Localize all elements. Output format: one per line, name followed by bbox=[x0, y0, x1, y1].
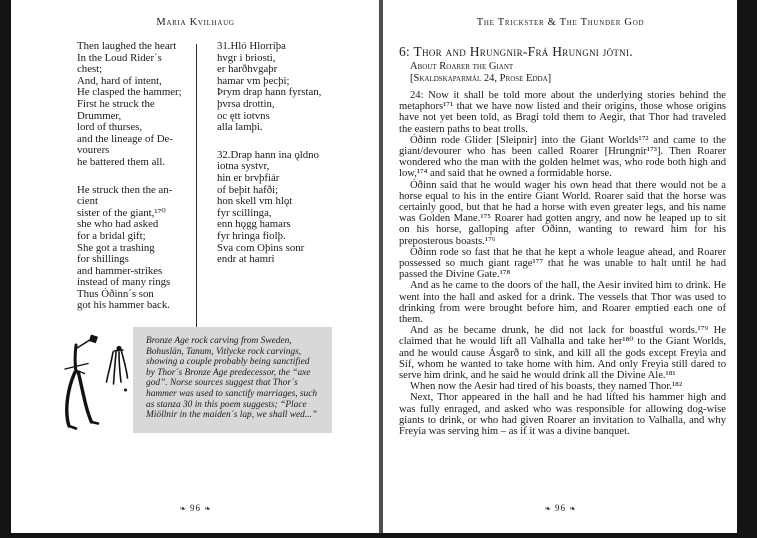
poem-line: and the lineage of De- bbox=[77, 132, 173, 145]
poem-line: lord of thurses, bbox=[77, 121, 143, 134]
poem-english-stanza-32 bbox=[77, 185, 195, 313]
poem-line: instead of many rings bbox=[77, 276, 171, 289]
poem-line: she who had asked bbox=[77, 218, 159, 231]
rock-carving-petroglyph-image bbox=[53, 332, 137, 438]
poem-norse-column bbox=[217, 41, 367, 282]
poem-line: Sva com Oþins sonr bbox=[217, 241, 305, 254]
paragraph: Óðinn rode Glider [Sleipnir] into the Giant Worlds¹⁷² and came to the giant/devourer who has been called Roarer [Hrungnir¹⁷³]. Then Roarer wondered who the man with the golden helmet was, who rode both high and low,¹⁷⁴ and said that he owned a formidable horse. bbox=[399, 134, 726, 180]
poem-line: Þrym drap hann fyrstan, bbox=[217, 86, 322, 99]
right-running-head: The Trickster & The Thunder God bbox=[476, 17, 645, 28]
poem-column-divider bbox=[196, 44, 197, 345]
poem-english-column bbox=[77, 41, 195, 328]
poem-line: chest; bbox=[77, 63, 103, 76]
chapter-body-text bbox=[399, 90, 726, 437]
poem-line: First he struck the bbox=[77, 97, 155, 110]
footer-ornament-icon: ❧ bbox=[204, 504, 212, 513]
paragraph: Óðinn rode so fast that he that he kept a whole league ahead, and Roarer possessed so much giant rage¹⁷⁷ that he was unable to halt until he had passed the Divine Gate.¹⁷⁸ bbox=[399, 246, 726, 281]
page-gutter-divider bbox=[379, 0, 383, 533]
poem-line: enn hǫgg hamars bbox=[217, 218, 291, 231]
poem-line: cient bbox=[77, 195, 98, 208]
left-page-number: 96 bbox=[190, 503, 201, 513]
paragraph: Óðinn said that he would wager his own head that there would not be a horse equal to his in the entire Giant World. Roarer said that the horse was certainly good, but that he had a horse with even greater legs, and his name was Golden Mane.¹⁷⁵ Roarer had gotten angry, and now he leaped up to sit on his horse, galloping after Óðinn, wanting to reward him for his preposterous boasts.¹⁷⁶ bbox=[399, 179, 726, 247]
paragraph: When now the Aesir had tired of his boasts, they named Thor.¹⁸² bbox=[410, 381, 682, 393]
figure-caption: Bronze Age rock carving from Sweden, Bohuslän, Tanum, Vitlycke rock carvings, showing a couple probably being sanctified by Thor´s Bronze Age predecessor, the “axe god”. Norse sources suggest that Thor´s hammer was used to sanctify marriages, such as stanza 30 in this poem suggests; “Place Miöllnir in the maiden´s lap, we shall wed...” bbox=[133, 327, 332, 433]
poem-line: þvrsa drottin, bbox=[217, 97, 275, 110]
poem-line: Drummer, bbox=[77, 109, 122, 122]
poem-line: fyr scillinga, bbox=[217, 206, 272, 219]
book-spread bbox=[11, 0, 737, 533]
poem-line: he battered them all. bbox=[77, 155, 166, 168]
footer-ornament-icon: ❧ bbox=[544, 504, 552, 513]
poem-line: In the Loud Rider´s bbox=[77, 51, 162, 64]
poem-line: for a bridal gift; bbox=[77, 229, 146, 242]
poem-line: 31.Hló Hlorriþa bbox=[217, 40, 286, 52]
poem-line: He struck then the an- bbox=[77, 183, 173, 196]
paragraph: And as he came to the doors of the hall, the Aesir invited him to drink. He went into the hall and asked for a drink. The vessels that Thor was used to drinking from were brought before him, and Roarer emptied each one of them. bbox=[399, 280, 726, 326]
chapter-subtitle: About Roarer the Giant bbox=[410, 61, 514, 72]
footer-ornament-icon: ❧ bbox=[569, 504, 577, 513]
chapter-source-line: [Skaldskaparmál 24, Prose Edda] bbox=[410, 73, 552, 84]
poem-line: 32.Drap hann ina ǫldno bbox=[217, 148, 319, 161]
poem-line: alla lamþi. bbox=[217, 121, 263, 134]
poem-line: vourers bbox=[77, 144, 110, 157]
right-page-number: 96 bbox=[555, 503, 566, 513]
poem-line: Then laughed the heart bbox=[77, 40, 177, 52]
poem-line: hvgr i briosti, bbox=[217, 51, 276, 64]
poem-norse-stanza-31 bbox=[217, 41, 367, 134]
paragraph: Next, Thor appeared in the hall and he had lifted his hammer high and was fully enraged, and asked who was responsible for allowing dog-wise giants to drink, or who had given Roarer an invitation to Valhalla, and why Freyia was serving him – as if it was a divine banquet. bbox=[399, 392, 726, 438]
left-running-head: Maria Kvilhaug bbox=[156, 17, 235, 28]
poem-line: er harðhvgaþr bbox=[217, 63, 278, 76]
poem-line: oc ętt iotvns bbox=[217, 109, 270, 122]
poem-line: and hammer-strikes bbox=[77, 264, 163, 277]
poem-line: endr at hamri bbox=[217, 253, 275, 266]
poem-line: hin er brvþfiár bbox=[217, 171, 280, 184]
poem-line: fyr hringa fiolþ. bbox=[217, 229, 286, 242]
poem-line: sister of the giant,¹⁷⁰ bbox=[77, 206, 166, 219]
poem-line: of beþit hafði; bbox=[217, 183, 279, 196]
left-page-footer bbox=[11, 503, 380, 513]
poem-line: got his hammer back. bbox=[77, 299, 170, 312]
poem-line: iotna systvr, bbox=[217, 160, 270, 173]
poem-norse-stanza-32 bbox=[217, 150, 367, 266]
poem-line: She got a trashing bbox=[77, 241, 155, 254]
poem-line: for shillings bbox=[77, 253, 129, 266]
poem-english-stanza-31 bbox=[77, 41, 195, 169]
poem-line: hamar vm þecþi; bbox=[217, 74, 290, 87]
poem-line: And, hard of intent, bbox=[77, 74, 162, 87]
poem-line: He clasped the hammer; bbox=[77, 86, 182, 99]
poem-line: Thus Óðinn´s son bbox=[77, 287, 154, 300]
poem-line: hon skell vm hlǫt bbox=[217, 195, 293, 208]
paragraph: And as he became drunk, he did not lack for boastful words.¹⁷⁹ He claimed that he would lift all Valhalla and take her¹⁸⁰ to the Giant Worlds, and he would cause Ásgarð to sink, and kill all the gods except Freyia and Síf, whom he wanted to take home with him. And only Freyia still dared to serve him drink, and he said he would drink all the Divine Ale.¹⁸¹ bbox=[399, 325, 726, 382]
paragraph: 24: Now it shall be told more about the underlying stories behind the metaphors¹⁷¹ that we have now listed and their origins, those whose origins have not yet been told, as Bragi told them to Aegir, that Thor had traveled the eastern paths to beat trolls. bbox=[399, 90, 726, 135]
chapter-title: 6: Thor and Hrungnir-Frá Hrungni jötni. bbox=[399, 44, 633, 59]
footer-ornament-icon: ❧ bbox=[179, 504, 187, 513]
right-page-footer bbox=[384, 503, 737, 513]
